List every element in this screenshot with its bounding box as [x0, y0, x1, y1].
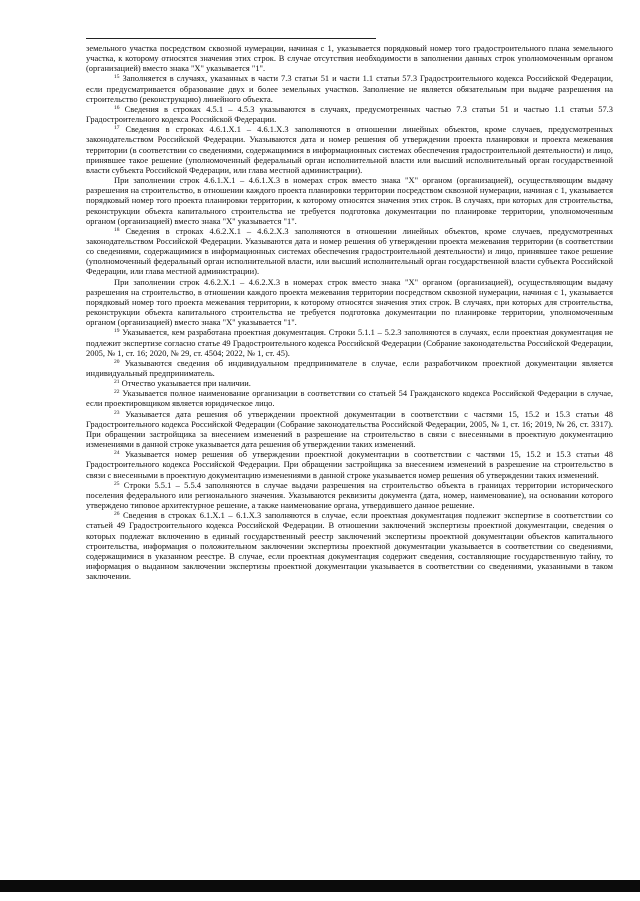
footnotes-block — [86, 43, 613, 581]
footnote-number: 23 — [114, 409, 120, 416]
scan-bottom-edge — [0, 880, 640, 892]
footnote-number: 15 — [114, 74, 120, 81]
footnote-number: 20 — [114, 358, 120, 365]
footnote-text: Указывается полное наименование организации в соответствии со статьей 54 Гражданского кодекса Российской Федерации в случае, если проектировщиком является юридическое лицо. — [86, 388, 613, 409]
footnote-23 — [86, 409, 613, 450]
footnote-17 — [86, 124, 613, 175]
footnote-text: При заполнении строк 4.6.2.Х.1 – 4.6.2.Х.3 в номерах строк вместо знака "Х" органом (организацией), осуществляющим выдачу разрешения на строительство, в отношении каждого проекта межевания территории посредством сквозной нумерации, начиная с 1, указывается порядковый номер того проекта межевания территории, к которому относятся значения этих строк. В случаях, при которых для строительства, реконструкции объекта капитального строительства не требуется подготовка документации по планировке территории, уполномоченным органом (организацией) вместо знака "Х" указывается "1". — [86, 276, 613, 328]
footnote-18 — [86, 226, 613, 277]
footnote-19 — [86, 327, 613, 357]
footnote-18-paragraph-2 — [86, 277, 613, 328]
footnote-text: Отчество указывается при наличии. — [121, 378, 251, 389]
footnote-text: Строки 5.5.1 – 5.5.4 заполняются в случае выдачи разрешения на строительство объекта в границах территории исторического поселения федерального или регионального значения. Указываются реквизиты документа (дата, номер, наименование), на основании которого утверждено типовое архитектурное решение, а также наименование органа, утвердившего данное решение. — [86, 479, 613, 511]
footnote-21 — [86, 378, 613, 388]
footnote-text: Сведения в строках 4.5.1 – 4.5.3 указываются в случаях, предусмотренных частью 7.3 статьи 51 и частью 1.1 статьи 57.3 Градостроительного кодекса Российской Федерации. — [86, 103, 614, 125]
footnote-15 — [86, 73, 613, 103]
footnote-24 — [86, 449, 613, 479]
footnote-number: 26 — [114, 511, 120, 518]
footnote-continuation — [86, 43, 613, 73]
footnote-separator — [86, 38, 376, 39]
footnote-20 — [86, 358, 613, 378]
footnote-text: Указываются сведения об индивидуальном предпринимателе в случае, если разработчиком проектной документации является индивидуальный предприниматель. — [86, 357, 614, 378]
footnote-text: Указывается, кем разработана проектная документация. Строки 5.1.1 – 5.2.3 заполняются в случаях, если проектная документация не подлежит экспертизе согласно статье 49 Градостроительного кодекса Российской Федерации (Собрание законодательства Российской Федерации, 2005, № 1, ст. 16; 2020, № 29, ст. 4504; 2022, № 1, ст. 45). — [86, 327, 614, 358]
footnote-text: Указывается дата решения об утверждении проектной документации в соответствии с частями 15, 15.2 и 15.3 статьи 48 Градостроительного кодекса Российской Федерации (Собрание законодательства Российской Федерации, 2005, № 1, ст. 16; 2019, № 26, ст. 3317). При обращении застройщика за внесением изменений в разрешение на строительство в связи с внесенными в проектную документацию изменениями в данной строке указывается дата решения об утверждении таких изменений. — [86, 408, 614, 450]
footnote-text: Указывается номер решения об утверждении проектной документации в соответствии с частями 15, 15.2 и 15.3 статьи 48 Градостроительного кодекса Российской Федерации. При обращении застройщика за внесением изменений в разрешение на строительство в связи с внесенными в проектную документацию изменениями в данной строке указывается номер решения об утверждении таких изменений. — [86, 449, 613, 480]
footnote-number: 17 — [114, 125, 120, 132]
footnote-number: 18 — [114, 226, 120, 233]
footnote-text: земельного участка посредством сквозной нумерации, начиная с 1, указывается порядковый номер того градостроительного плана земельного участка, к которому относятся значения этих строк. В случае отсутствия необходимости в заполнении данных строк уполномоченным органом (организацией) вместо знака "Х" указывается "1". — [86, 43, 613, 74]
footnote-22 — [86, 388, 613, 408]
footnote-text: Сведения в строках 6.1.Х.1 – 6.1.Х.3 заполняются в случае, если проектная документация подлежит экспертизе в соответствии со статьей 49 Градостроительного кодекса Российской Федерации. В отношении заключений экспертизы проектной документации, сведения о которых подлежат включению в единый государственный реестр заключений экспертизы проектной документации объектов капитального строительства, информация о положительном заключении экспертизы проектной документации указывается в соответствии со сведениями, содержащимися в указанном реестре. В случае, если проектная документация содержит сведения, составляющие государственную тайну, то информация о выданном заключении экспертизы проектной документации указывается в соответствии со сведениями, указанными в таком заключении. — [86, 510, 613, 582]
footnote-26 — [86, 510, 613, 581]
footnote-text: Сведения в строках 4.6.1.Х.1 – 4.6.1.Х.3 заполняются в отношении линейных объектов, кроме случаев, предусмотренных законодательством Российской Федерации. Указываются дата и номер решения об утверждении проекта планировки и проекта межевания территории (в соответствии со сведениями, содержащимися в информационных системах обеспечения градостроительной деятельности) и лицо, принявшее такое решение (уполномоченный федеральный орган исполнительной власти или высший исполнительный орган государственной власти субъекта Российской Федерации, или глава местной администрации). — [86, 124, 613, 175]
footnote-text: При заполнении строк 4.6.1.Х.1 – 4.6.1.Х.3 в номерах строк вместо знака "Х" органом (организацией), осуществляющим выдачу разрешения на строительство, в отношении каждого проекта планировки территории посредством сквозной нумерации, начиная с 1, указывается порядковый номер того проекта планировки территории, к которому относятся значения этих строк. В случаях, при которых для строительства, реконструкции объекта капитального строительства не требуется подготовка документации по планировке территории, уполномоченным органом (организацией) вместо знака "Х" указывается "1". — [86, 175, 613, 226]
footnote-17-paragraph-2 — [86, 175, 613, 226]
footnote-25 — [86, 480, 613, 510]
footnote-number: 24 — [114, 450, 120, 457]
footnote-16 — [86, 104, 613, 124]
footnote-number: 22 — [114, 389, 120, 396]
footnote-number: 16 — [114, 104, 120, 111]
footnote-number: 21 — [114, 379, 120, 386]
footnote-number: 19 — [114, 328, 120, 335]
footnote-text: Заполняется в случаях, указанных в части 7.3 статьи 51 и части 1.1 статьи 57.3 Градостроительного кодекса Российской Федерации, если предусматривается образование двух и более земельных участков. Заполнение не является обязательным при выдаче разрешения на строительство (реконструкцию) линейного объекта. — [86, 73, 613, 104]
footnote-number: 25 — [114, 480, 120, 487]
footnote-text: Сведения в строках 4.6.2.Х.1 – 4.6.2.Х.3 заполняются в отношении линейных объектов, кроме случаев, предусмотренных законодательством Российской Федерации. Указываются дата и номер решения об утверждении проекта межевания территории (в соответствии со сведениями, содержащимися в информационных системах обеспечения градостроительной деятельности) и лицо, принявшее такое решение (уполномоченный федеральный орган исполнительной власти, или высший исполнительный орган государственной власти субъекта Российской Федерации, или глава местной администрации). — [86, 225, 613, 277]
